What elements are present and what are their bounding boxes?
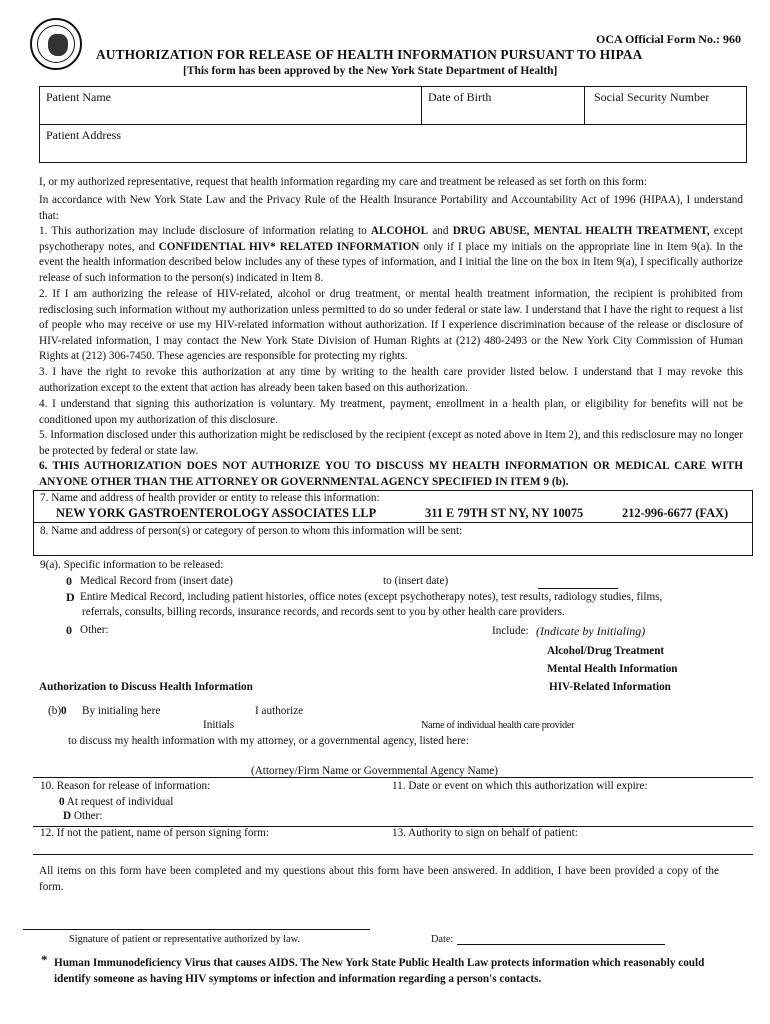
attorney-agency-field[interactable]: (Attorney/Firm Name or Governmental Agency Name) xyxy=(251,765,498,777)
other-reason-label: Other: xyxy=(73,810,103,822)
text: 1. This authorization may include disclosure of information relating to xyxy=(39,225,371,237)
discuss-text: to discuss my health information with my attorney, or a governmental agency, listed here: xyxy=(68,735,469,747)
item-11-field[interactable]: 11. Date or event on which this authorization will expire: xyxy=(392,780,648,792)
medical-record-label: Medical Record from (insert date) xyxy=(80,575,233,587)
item-8-field[interactable]: 8. Name and address of person(s) or category of person to whom this information will be sent: xyxy=(40,525,463,537)
alcohol-drug-initial-field[interactable]: Alcohol/Drug Treatment xyxy=(547,645,665,657)
completion-statement: All items on this form have been completed and my questions about this form have been answered. In addition, I have been provided a copy of the form. xyxy=(39,865,719,893)
entire-record-checkbox[interactable]: D xyxy=(66,590,75,604)
provider-name-field[interactable]: Name of individual health care provider xyxy=(421,720,575,731)
medical-record-checkbox[interactable]: 0 xyxy=(66,574,72,588)
text: CONFIDENTIAL HIV* RELATED INFORMATION xyxy=(158,240,420,253)
divider xyxy=(33,522,753,523)
signature-label: Signature of patient or representative authorized by law. xyxy=(69,934,300,945)
text: DRUG ABUSE, MENTAL HEALTH TREATMENT, xyxy=(452,225,710,237)
ssn-field[interactable]: Social Security Number xyxy=(594,90,710,104)
by-initialing-label: By initialing here xyxy=(82,705,161,717)
form-subtitle: [This form has been approved by the New York State Department of Health] xyxy=(183,65,558,77)
other-reason-option[interactable] xyxy=(63,810,102,822)
request-option-label: At request of individual xyxy=(66,796,174,808)
other-checkbox[interactable]: 0 xyxy=(66,623,72,637)
item-12-field[interactable]: 12. If not the patient, name of person signing form: xyxy=(40,827,269,839)
hiv-footnote: Human Immunodeficiency Virus that causes AIDS. The New York State Public Health Law protects information which reasonably could identify someone as having HIV symptoms or infection and information regarding a person's contacts. xyxy=(54,957,705,985)
form-title: AUTHORIZATION FOR RELEASE OF HEALTH INFORMATION PURSUANT TO HIPAA xyxy=(96,47,643,62)
divider xyxy=(33,777,753,778)
text: and xyxy=(428,225,453,237)
hiv-initial-field[interactable]: HIV-Related Information xyxy=(549,681,671,693)
provider-name[interactable]: NEW YORK GASTROENTEROLOGY ASSOCIATES LLP xyxy=(56,506,377,520)
item-3-text: 3. I have the right to revoke this authorization at any time by writing to the health care provider listed below. I understand that I may revoke this authorization except to the extent that action has already been taken based on this authorization. xyxy=(39,366,743,394)
intro-text: I, or my authorized representative, request that health information regarding my care and treatment be released as set forth on this form: xyxy=(39,176,647,188)
provider-address[interactable]: 311 E 79TH ST NY, NY 10075 xyxy=(425,506,584,520)
item-4-text: 4. I understand that signing this authorization is voluntary. My treatment, payment, enrollment in a health plan, or eligibility for benefits will not be conditioned upon my authorization of this disclosure. xyxy=(39,398,743,426)
initials-field[interactable]: Initials xyxy=(203,719,235,731)
divider xyxy=(584,86,585,124)
text: ALCOHOL xyxy=(370,225,429,237)
new-york-state-seal-icon xyxy=(30,18,82,70)
date-of-birth-field[interactable]: Date of Birth xyxy=(428,90,492,104)
item-13-field[interactable]: 13. Authority to sign on behalf of patient: xyxy=(392,827,578,839)
item-1-text xyxy=(39,224,743,286)
item-9a-label: 9(a). Specific information to be released: xyxy=(40,559,224,571)
signature-field[interactable] xyxy=(23,929,370,930)
provider-fax[interactable]: 212-996-6677 (FAX) xyxy=(622,506,729,520)
accordance-text: In accordance with New York State Law and the Privacy Rule of the Health Insurance Portability and Accountability Act of 1996 (HIPAA), I understand that: xyxy=(39,194,743,222)
to-date-label: to (insert date) xyxy=(383,575,449,587)
form-number: OCA Official Form No.: 960 xyxy=(596,32,741,46)
other-reason-checkbox[interactable]: D xyxy=(63,810,72,822)
discuss-section-title: Authorization to Discuss Health Information xyxy=(39,681,253,693)
item-5-text: 5. Information disclosed under this authorization might be redisclosed by the recipient (except as noted above in Item 2), and this redisclosure may no longer be protected by federal or state law. xyxy=(39,429,743,457)
text: only if I place my initials on the appropriate line in Item 9(a). In the event the health information described below includes any of these types of information, and I initial the line on the box in Item 9(a), I specifically authorize release of such information to the person(s) indicated in Item 8. xyxy=(39,240,744,284)
item-9b-label xyxy=(48,705,67,717)
divider xyxy=(421,86,422,124)
item-10-label: 10. Reason for release of information: xyxy=(40,780,211,792)
text: except psychotherapy notes, and xyxy=(39,225,743,253)
text: (b) xyxy=(48,705,62,717)
request-option[interactable] xyxy=(59,796,173,808)
entire-record-label: Entire Medical Record, including patient histories, office notes (except psychotherapy notes), test results, radiology studies, films, xyxy=(80,591,663,603)
request-checkbox[interactable]: 0 xyxy=(59,796,65,808)
asterisk: * xyxy=(41,952,48,967)
item-7-label: 7. Name and address of health provider or entity to release this information: xyxy=(40,492,380,504)
include-note: (Indicate by Initialing) xyxy=(536,624,646,638)
other-label: Other: xyxy=(80,624,109,636)
item-9b-checkbox[interactable]: 0 xyxy=(61,705,67,717)
divider xyxy=(33,854,753,855)
item-2-text: 2. If I am authorizing the release of HIV-related, alcohol or drug treatment, or mental health treatment information, the recipient is prohibited from redisclosing such information without my authorization unless permitted to do so under federal or state law. I understand that I have the right to request a list of people who may receive or use my HIV-related information without authorization. If I experience discrimination because of the release or disclosure of HIV-related information, I may contact the New York State Division of Human Rights at (212) 480-2493 or the New York City Commission of Human Rights at (212) 306-7450. These agencies are responsible for protecting my rights. xyxy=(39,288,743,362)
entire-record-label-continued: referrals, consults, billing records, insurance records, and records sent to you by other health care providers. xyxy=(82,606,565,618)
item-6-text: 6. THIS AUTHORIZATION DOES NOT AUTHORIZE YOU TO DISCUSS MY HEALTH INFORMATION OR MEDICAL CARE WITH ANYONE OTHER THAN THE ATTORNEY OR GOVERNMENTAL AGENCY SPECIFIED IN ITEM 9 (b). xyxy=(39,460,743,488)
patient-address-field[interactable]: Patient Address xyxy=(46,128,121,142)
divider xyxy=(39,124,747,125)
patient-name-field[interactable]: Patient Name xyxy=(46,90,111,104)
date-label: Date: xyxy=(431,934,454,945)
authorize-label: I authorize xyxy=(255,705,304,717)
date-field[interactable] xyxy=(457,944,665,945)
mental-health-initial-field[interactable]: Mental Health Information xyxy=(547,663,678,675)
to-date-field[interactable] xyxy=(538,588,618,589)
include-label: Include: xyxy=(492,625,529,637)
